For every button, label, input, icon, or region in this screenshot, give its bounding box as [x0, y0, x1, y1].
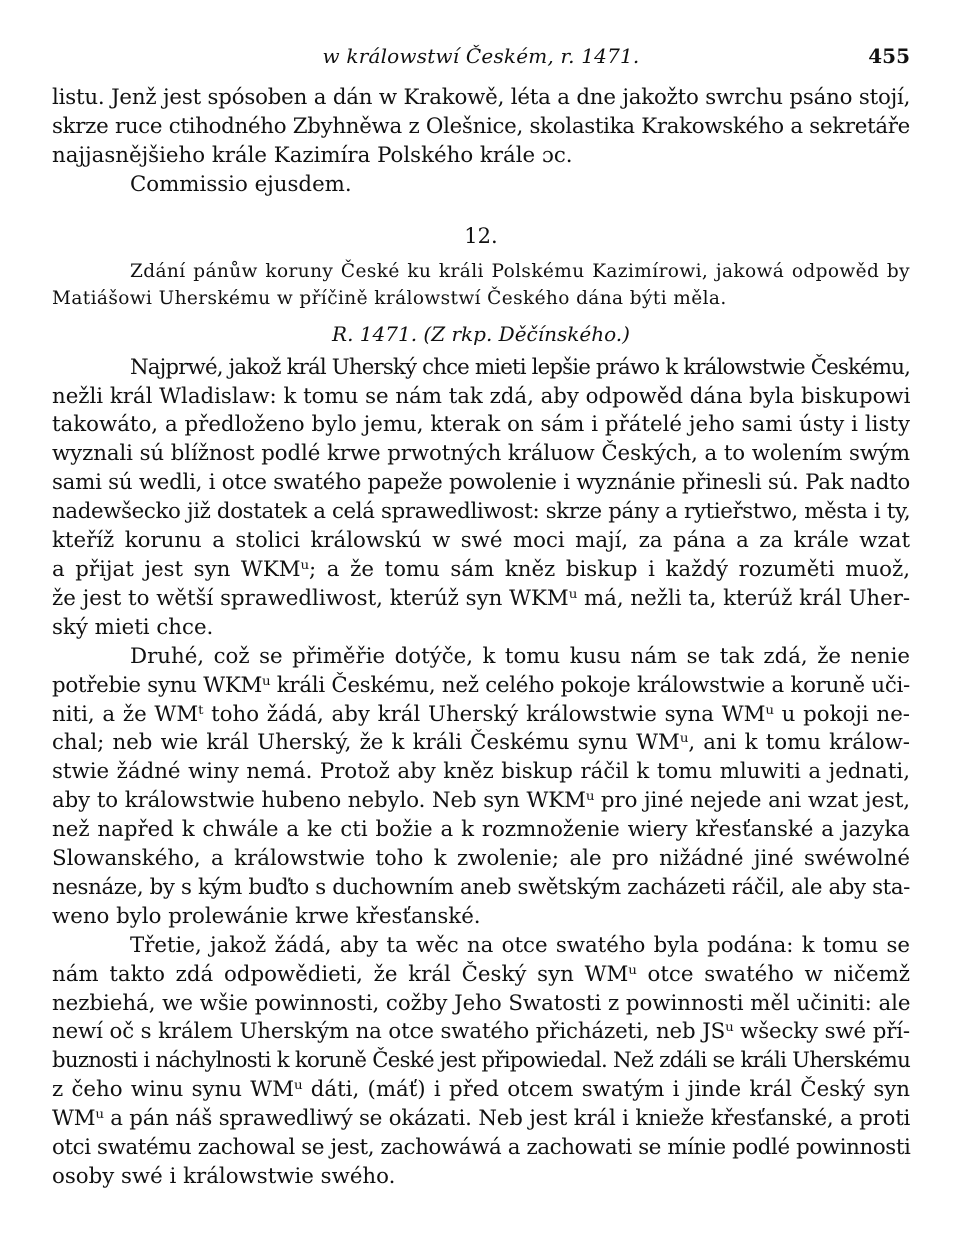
- text-line: chal; neb wie král Uherský, že k králi Českému synu WMᵘ, ani k tomu králow-: [52, 730, 910, 756]
- text-line: listu. Jenž jest spósoben a dán w Krakowě, léta a dne jakožto swrchu psáno stojí,: [52, 85, 911, 110]
- text-line: osoby swé i králowstwie swého.: [52, 1164, 396, 1189]
- text-line: buznosti i náchylnosti k koruně České jest připowiedal. Než zdáli se králi Uherskému: [52, 1048, 911, 1074]
- paragraph-1: [52, 354, 910, 643]
- document-page: [52, 40, 910, 1240]
- text-line: než napřed k chwále a ke cti božie a k rozmnoženie wiery křesťanské a jazyka: [52, 817, 910, 843]
- heading-line: Matiášowi Uherskému w příčině králowstwí Českého dána býti měla.: [52, 287, 727, 309]
- text-line: najjasnějšieho krále Kazimíra Polského krále ɔc.: [52, 142, 573, 168]
- document-number: 12.: [464, 223, 498, 248]
- commission-line: [52, 171, 910, 200]
- text-line: skrze ruce ctihodného Zbyhněwa z Olešnice, skolastika Krakowského a sekretáře: [52, 113, 910, 139]
- text-line: sami sú wedli, i otce swatého papeže powolenie i wyznánie přinesli sú. Pak nadto: [52, 470, 911, 496]
- text-line: niti, a že WMᵗ toho žádá, aby král Uherský králowstwie syna WMᵘ u pokoji ne-: [52, 701, 910, 727]
- text-line: Slowanského, a králowstwie toho k zwolenie; ale pro nižádné jiné swéwolné: [52, 846, 910, 872]
- text-line: stwie žádné winy nemá. Protož aby kněz biskup ráčil k tomu mluwiti a jednati,: [52, 759, 910, 785]
- text-line: wyznali sú blížnost podlé krwe prwotných králuow Českých, a to wolením swým: [52, 441, 910, 467]
- page-number: 455: [868, 44, 910, 68]
- text-line: a přijat jest syn WKMᵘ; a že tomu sám kněz biskup i každý rozuměti muož,: [52, 556, 910, 582]
- page-header: [52, 40, 910, 84]
- source-note: R. 1471. (Z rkp. Děčínského.): [332, 321, 630, 346]
- text-line: Najprwé, jakož král Uherský chce mieti lepšie práwo k králowstwie Českému,: [130, 354, 911, 380]
- text-line: Commissio ejusdem.: [130, 171, 352, 197]
- text-line: nadewšecko již dostatek a celá sprawedliwost: skrze pány a rytieřstwo, města i ty,: [52, 499, 911, 525]
- text-line: WMᵘ a pán náš sprawedliwý se okázati. Neb jest král i knieže křesťanské, a proti: [52, 1106, 911, 1132]
- text-line: nesnáze, by s kým buďto s duchowním aneb swětským zacházeti ráčil, ale aby sta-: [52, 874, 910, 900]
- text-line: takowáto, a předloženo bylo jemu, kterak on sám i přátelé jeho sami ústy i listy: [52, 412, 910, 438]
- text-line: newí oč s králem Uherským na otce swatého přicházeti, neb JSᵘ wšecky swé pří-: [52, 1019, 910, 1045]
- text-line: kteříž korunu a stolici králowskú w swé moci mají, za pána a za krále wzat: [52, 528, 910, 554]
- text-line: otci swatému zachowal se jest, zachowáwá a zachowati se mínie podlé powinnosti: [52, 1135, 911, 1161]
- text-line: Třetie, jakož žádá, aby ta wěc na otce swatého byla podána: k tomu se: [130, 932, 910, 958]
- text-line: ský mieti chce.: [52, 614, 214, 640]
- text-line: Druhé, což se přiměřie dotýče, k tomu kusu nám se tak zdá, že nenie: [130, 643, 910, 669]
- text-line: z čeho winu synu WMᵘ dáti, (máť) i před otcem swatým i jinde král Český syn: [52, 1077, 910, 1103]
- text-line: nezbiehá, we wšie powinnosti, cožby Jeho Swatosti z powinnosti měl učiniti: ale: [52, 990, 911, 1016]
- document-heading: [52, 258, 910, 312]
- paragraph-2: [52, 643, 910, 932]
- text-line: potřebie synu WKMᵘ králi Českému, než celého pokoje králowstwie a koruně uči-: [52, 672, 910, 698]
- paragraph-3: [52, 932, 910, 1192]
- text-line: aby to králowstwie hubeno nebylo. Neb syn WKMᵘ pro jiné nejede ani wzat jest,: [52, 788, 910, 814]
- text-line: že jest to wětší sprawedliwost, kterúž syn WKMᵘ má, nežli ta, kterúž král Uher-: [52, 585, 911, 611]
- running-title: w králowstwí Českém, r. 1471.: [322, 44, 640, 68]
- text-line: nám takto zdá odpowědieti, že král Český syn WMᵘ otce swatého w ničemž: [52, 961, 910, 987]
- intro-paragraph: [52, 84, 910, 171]
- text-line: weno bylo prolewánie krwe křesťanské.: [52, 903, 481, 929]
- heading-line: Zdání pánůw koruny České ku králi Polskému Kazimírowi, jakowá odpowěd by: [130, 260, 910, 282]
- text-line: nežli král Wladislaw: k tomu se nám tak zdá, aby odpowěd dána byla biskupowi: [52, 383, 911, 409]
